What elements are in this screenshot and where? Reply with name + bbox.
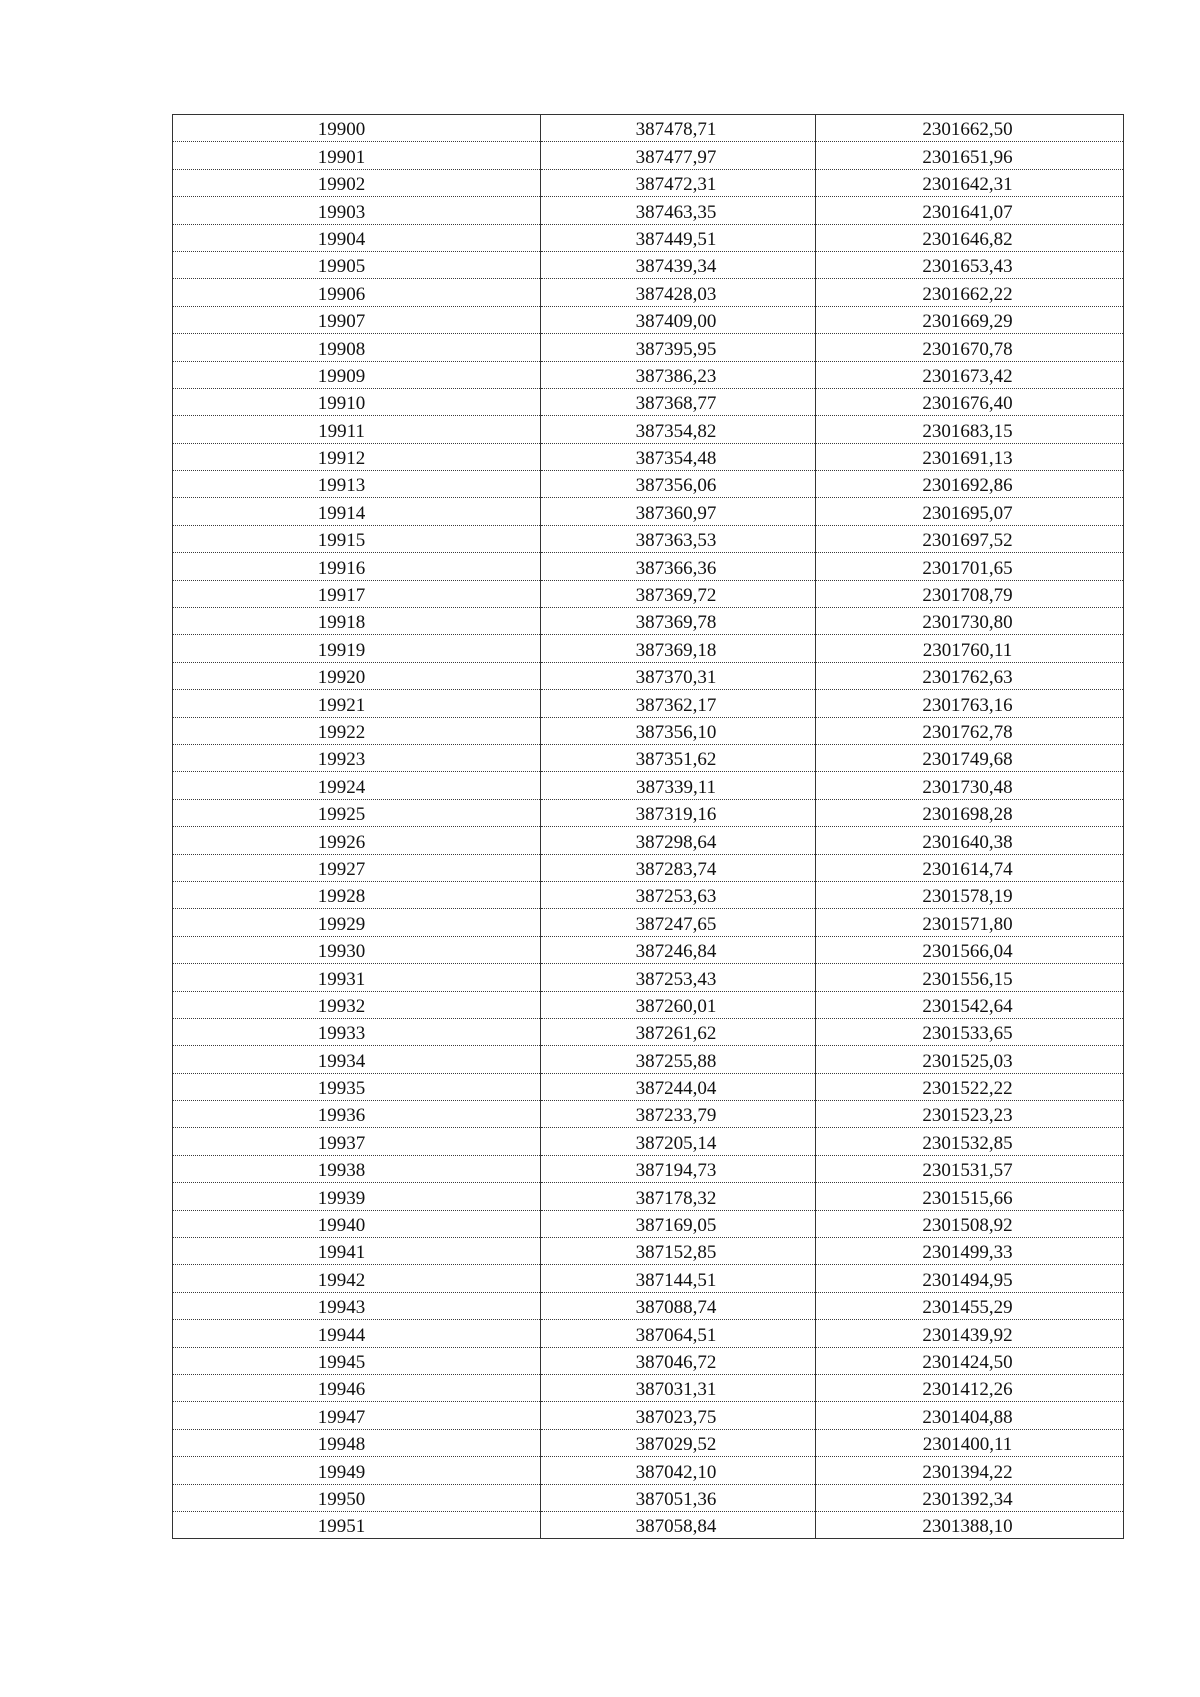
coordinates-table <box>172 114 1124 1539</box>
point-number-cell: 19915 <box>173 525 541 552</box>
y-coordinate-cell: 2301533,65 <box>816 1018 1124 1045</box>
point-number-cell: 19944 <box>173 1320 541 1347</box>
y-coordinate-cell: 2301439,92 <box>816 1320 1124 1347</box>
point-number-cell: 19904 <box>173 224 541 251</box>
y-coordinate-cell: 2301455,29 <box>816 1292 1124 1319</box>
point-number-cell: 19928 <box>173 881 541 908</box>
point-number-cell: 19936 <box>173 1101 541 1128</box>
y-coordinate-cell: 2301392,34 <box>816 1484 1124 1511</box>
y-coordinate-cell: 2301708,79 <box>816 580 1124 607</box>
point-number-cell: 19930 <box>173 936 541 963</box>
point-number-cell: 19905 <box>173 251 541 278</box>
point-number-cell: 19946 <box>173 1374 541 1401</box>
point-number-cell: 19912 <box>173 443 541 470</box>
point-number-cell: 19934 <box>173 1046 541 1073</box>
table-row <box>173 553 1124 580</box>
y-coordinate-cell: 2301651,96 <box>816 142 1124 169</box>
table-row <box>173 197 1124 224</box>
x-coordinate-cell: 387354,82 <box>541 416 816 443</box>
table-row <box>173 772 1124 799</box>
y-coordinate-cell: 2301676,40 <box>816 388 1124 415</box>
table-row <box>173 964 1124 991</box>
y-coordinate-cell: 2301523,23 <box>816 1101 1124 1128</box>
x-coordinate-cell: 387178,32 <box>541 1183 816 1210</box>
y-coordinate-cell: 2301670,78 <box>816 334 1124 361</box>
y-coordinate-cell: 2301542,64 <box>816 991 1124 1018</box>
table-row <box>173 388 1124 415</box>
table-row <box>173 1457 1124 1484</box>
x-coordinate-cell: 387152,85 <box>541 1238 816 1265</box>
y-coordinate-cell: 2301669,29 <box>816 306 1124 333</box>
point-number-cell: 19923 <box>173 744 541 771</box>
point-number-cell: 19943 <box>173 1292 541 1319</box>
x-coordinate-cell: 387253,43 <box>541 964 816 991</box>
point-number-cell: 19908 <box>173 334 541 361</box>
y-coordinate-cell: 2301571,80 <box>816 909 1124 936</box>
point-number-cell: 19901 <box>173 142 541 169</box>
x-coordinate-cell: 387255,88 <box>541 1046 816 1073</box>
x-coordinate-cell: 387477,97 <box>541 142 816 169</box>
point-number-cell: 19947 <box>173 1402 541 1429</box>
table-row <box>173 1155 1124 1182</box>
point-number-cell: 19939 <box>173 1183 541 1210</box>
table-row <box>173 799 1124 826</box>
table-row <box>173 936 1124 963</box>
table-row <box>173 909 1124 936</box>
point-number-cell: 19950 <box>173 1484 541 1511</box>
y-coordinate-cell: 2301662,50 <box>816 115 1124 142</box>
table-row <box>173 690 1124 717</box>
point-number-cell: 19906 <box>173 279 541 306</box>
table-row <box>173 361 1124 388</box>
x-coordinate-cell: 387363,53 <box>541 525 816 552</box>
table-row <box>173 169 1124 196</box>
point-number-cell: 19948 <box>173 1429 541 1456</box>
x-coordinate-cell: 387369,78 <box>541 608 816 635</box>
table-row <box>173 251 1124 278</box>
x-coordinate-cell: 387351,62 <box>541 744 816 771</box>
y-coordinate-cell: 2301642,31 <box>816 169 1124 196</box>
table-row <box>173 1238 1124 1265</box>
point-number-cell: 19929 <box>173 909 541 936</box>
point-number-cell: 19940 <box>173 1210 541 1237</box>
y-coordinate-cell: 2301641,07 <box>816 197 1124 224</box>
y-coordinate-cell: 2301683,15 <box>816 416 1124 443</box>
y-coordinate-cell: 2301697,52 <box>816 525 1124 552</box>
x-coordinate-cell: 387369,72 <box>541 580 816 607</box>
x-coordinate-cell: 387247,65 <box>541 909 816 936</box>
x-coordinate-cell: 387194,73 <box>541 1155 816 1182</box>
table-row <box>173 1128 1124 1155</box>
x-coordinate-cell: 387046,72 <box>541 1347 816 1374</box>
x-coordinate-cell: 387409,00 <box>541 306 816 333</box>
table-row <box>173 525 1124 552</box>
table-row <box>173 827 1124 854</box>
table-row <box>173 142 1124 169</box>
point-number-cell: 19945 <box>173 1347 541 1374</box>
table-row <box>173 1402 1124 1429</box>
point-number-cell: 19949 <box>173 1457 541 1484</box>
point-number-cell: 19922 <box>173 717 541 744</box>
x-coordinate-cell: 387366,36 <box>541 553 816 580</box>
point-number-cell: 19935 <box>173 1073 541 1100</box>
table-row <box>173 1429 1124 1456</box>
point-number-cell: 19913 <box>173 471 541 498</box>
point-number-cell: 19920 <box>173 662 541 689</box>
table-row <box>173 1046 1124 1073</box>
y-coordinate-cell: 2301763,16 <box>816 690 1124 717</box>
x-coordinate-cell: 387260,01 <box>541 991 816 1018</box>
coordinates-table-body <box>173 115 1124 1539</box>
y-coordinate-cell: 2301515,66 <box>816 1183 1124 1210</box>
point-number-cell: 19910 <box>173 388 541 415</box>
x-coordinate-cell: 387354,48 <box>541 443 816 470</box>
x-coordinate-cell: 387298,64 <box>541 827 816 854</box>
table-row <box>173 115 1124 142</box>
x-coordinate-cell: 387370,31 <box>541 662 816 689</box>
table-row <box>173 1374 1124 1401</box>
y-coordinate-cell: 2301394,22 <box>816 1457 1124 1484</box>
x-coordinate-cell: 387356,10 <box>541 717 816 744</box>
table-row <box>173 416 1124 443</box>
x-coordinate-cell: 387478,71 <box>541 115 816 142</box>
y-coordinate-cell: 2301494,95 <box>816 1265 1124 1292</box>
x-coordinate-cell: 387472,31 <box>541 169 816 196</box>
table-row <box>173 1265 1124 1292</box>
x-coordinate-cell: 387339,11 <box>541 772 816 799</box>
y-coordinate-cell: 2301762,78 <box>816 717 1124 744</box>
y-coordinate-cell: 2301400,11 <box>816 1429 1124 1456</box>
x-coordinate-cell: 387169,05 <box>541 1210 816 1237</box>
y-coordinate-cell: 2301412,26 <box>816 1374 1124 1401</box>
y-coordinate-cell: 2301508,92 <box>816 1210 1124 1237</box>
y-coordinate-cell: 2301404,88 <box>816 1402 1124 1429</box>
table-row <box>173 443 1124 470</box>
table-row <box>173 1183 1124 1210</box>
x-coordinate-cell: 387042,10 <box>541 1457 816 1484</box>
table-row <box>173 1320 1124 1347</box>
point-number-cell: 19932 <box>173 991 541 1018</box>
table-row <box>173 1018 1124 1045</box>
y-coordinate-cell: 2301556,15 <box>816 964 1124 991</box>
table-row <box>173 224 1124 251</box>
table-row <box>173 717 1124 744</box>
x-coordinate-cell: 387244,04 <box>541 1073 816 1100</box>
point-number-cell: 19921 <box>173 690 541 717</box>
table-row <box>173 1347 1124 1374</box>
table-row <box>173 306 1124 333</box>
x-coordinate-cell: 387144,51 <box>541 1265 816 1292</box>
x-coordinate-cell: 387368,77 <box>541 388 816 415</box>
table-row <box>173 1210 1124 1237</box>
x-coordinate-cell: 387356,06 <box>541 471 816 498</box>
y-coordinate-cell: 2301653,43 <box>816 251 1124 278</box>
point-number-cell: 19925 <box>173 799 541 826</box>
x-coordinate-cell: 387253,63 <box>541 881 816 908</box>
point-number-cell: 19938 <box>173 1155 541 1182</box>
y-coordinate-cell: 2301662,22 <box>816 279 1124 306</box>
point-number-cell: 19942 <box>173 1265 541 1292</box>
point-number-cell: 19917 <box>173 580 541 607</box>
y-coordinate-cell: 2301614,74 <box>816 854 1124 881</box>
y-coordinate-cell: 2301691,13 <box>816 443 1124 470</box>
y-coordinate-cell: 2301388,10 <box>816 1511 1124 1538</box>
table-row <box>173 279 1124 306</box>
x-coordinate-cell: 387031,31 <box>541 1374 816 1401</box>
point-number-cell: 19903 <box>173 197 541 224</box>
y-coordinate-cell: 2301698,28 <box>816 799 1124 826</box>
point-number-cell: 19907 <box>173 306 541 333</box>
point-number-cell: 19918 <box>173 608 541 635</box>
x-coordinate-cell: 387386,23 <box>541 361 816 388</box>
y-coordinate-cell: 2301525,03 <box>816 1046 1124 1073</box>
x-coordinate-cell: 387439,34 <box>541 251 816 278</box>
y-coordinate-cell: 2301730,48 <box>816 772 1124 799</box>
point-number-cell: 19914 <box>173 498 541 525</box>
x-coordinate-cell: 387369,18 <box>541 635 816 662</box>
table-row <box>173 1484 1124 1511</box>
y-coordinate-cell: 2301578,19 <box>816 881 1124 908</box>
table-row <box>173 471 1124 498</box>
y-coordinate-cell: 2301646,82 <box>816 224 1124 251</box>
x-coordinate-cell: 387029,52 <box>541 1429 816 1456</box>
x-coordinate-cell: 387233,79 <box>541 1101 816 1128</box>
table-row <box>173 1292 1124 1319</box>
y-coordinate-cell: 2301499,33 <box>816 1238 1124 1265</box>
y-coordinate-cell: 2301566,04 <box>816 936 1124 963</box>
table-row <box>173 334 1124 361</box>
x-coordinate-cell: 387058,84 <box>541 1511 816 1538</box>
table-row <box>173 991 1124 1018</box>
x-coordinate-cell: 387360,97 <box>541 498 816 525</box>
table-row <box>173 744 1124 771</box>
x-coordinate-cell: 387088,74 <box>541 1292 816 1319</box>
point-number-cell: 19927 <box>173 854 541 881</box>
y-coordinate-cell: 2301762,63 <box>816 662 1124 689</box>
point-number-cell: 19951 <box>173 1511 541 1538</box>
table-row <box>173 1101 1124 1128</box>
x-coordinate-cell: 387051,36 <box>541 1484 816 1511</box>
table-row <box>173 608 1124 635</box>
y-coordinate-cell: 2301531,57 <box>816 1155 1124 1182</box>
point-number-cell: 19900 <box>173 115 541 142</box>
x-coordinate-cell: 387319,16 <box>541 799 816 826</box>
x-coordinate-cell: 387283,74 <box>541 854 816 881</box>
y-coordinate-cell: 2301695,07 <box>816 498 1124 525</box>
point-number-cell: 19911 <box>173 416 541 443</box>
table-row <box>173 1511 1124 1538</box>
table-row <box>173 881 1124 908</box>
table-row <box>173 662 1124 689</box>
point-number-cell: 19919 <box>173 635 541 662</box>
x-coordinate-cell: 387395,95 <box>541 334 816 361</box>
x-coordinate-cell: 387064,51 <box>541 1320 816 1347</box>
y-coordinate-cell: 2301424,50 <box>816 1347 1124 1374</box>
table-row <box>173 580 1124 607</box>
x-coordinate-cell: 387428,03 <box>541 279 816 306</box>
point-number-cell: 19924 <box>173 772 541 799</box>
point-number-cell: 19926 <box>173 827 541 854</box>
y-coordinate-cell: 2301640,38 <box>816 827 1124 854</box>
y-coordinate-cell: 2301673,42 <box>816 361 1124 388</box>
table-row <box>173 635 1124 662</box>
table-row <box>173 1073 1124 1100</box>
x-coordinate-cell: 387463,35 <box>541 197 816 224</box>
y-coordinate-cell: 2301749,68 <box>816 744 1124 771</box>
x-coordinate-cell: 387449,51 <box>541 224 816 251</box>
point-number-cell: 19931 <box>173 964 541 991</box>
table-row <box>173 854 1124 881</box>
point-number-cell: 19902 <box>173 169 541 196</box>
point-number-cell: 19933 <box>173 1018 541 1045</box>
x-coordinate-cell: 387362,17 <box>541 690 816 717</box>
point-number-cell: 19941 <box>173 1238 541 1265</box>
table-row <box>173 498 1124 525</box>
x-coordinate-cell: 387023,75 <box>541 1402 816 1429</box>
y-coordinate-cell: 2301760,11 <box>816 635 1124 662</box>
x-coordinate-cell: 387205,14 <box>541 1128 816 1155</box>
point-number-cell: 19916 <box>173 553 541 580</box>
point-number-cell: 19937 <box>173 1128 541 1155</box>
y-coordinate-cell: 2301730,80 <box>816 608 1124 635</box>
x-coordinate-cell: 387261,62 <box>541 1018 816 1045</box>
y-coordinate-cell: 2301692,86 <box>816 471 1124 498</box>
y-coordinate-cell: 2301522,22 <box>816 1073 1124 1100</box>
y-coordinate-cell: 2301701,65 <box>816 553 1124 580</box>
y-coordinate-cell: 2301532,85 <box>816 1128 1124 1155</box>
x-coordinate-cell: 387246,84 <box>541 936 816 963</box>
point-number-cell: 19909 <box>173 361 541 388</box>
